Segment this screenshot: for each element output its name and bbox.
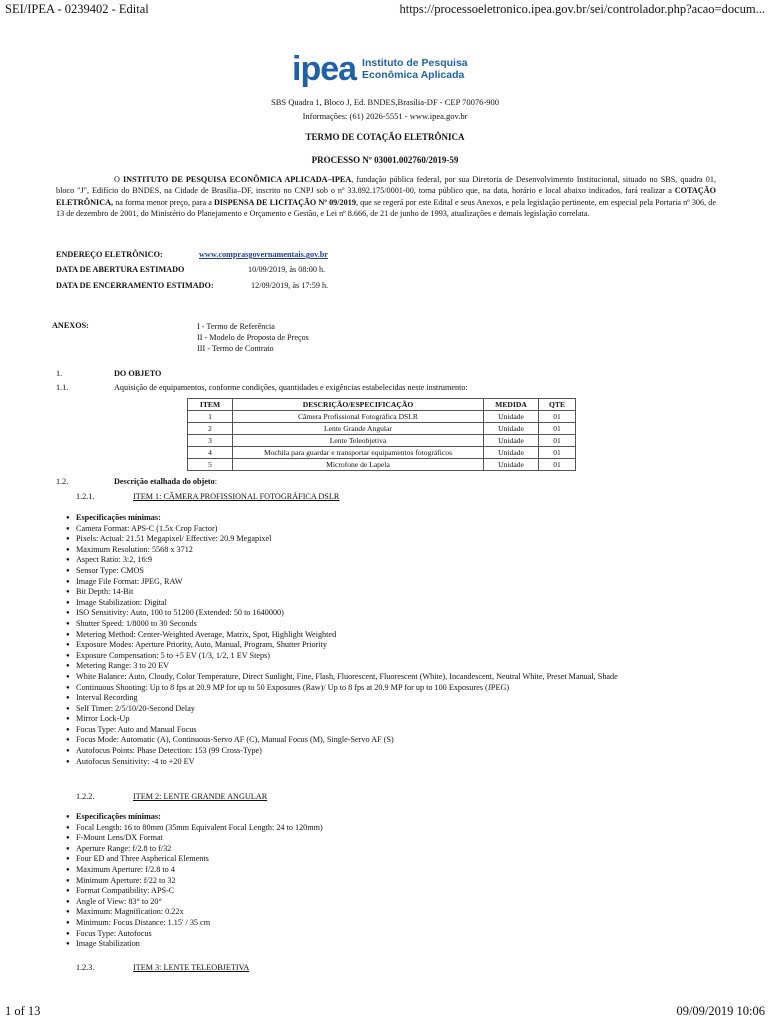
spec-item: ● Mirror Lock-Up xyxy=(66,714,706,725)
table-row: 2 Lente Grande Angular Unidade 01 xyxy=(188,423,576,435)
anexos-list xyxy=(197,321,309,354)
spec-item: ● Maximum Resolution: 5568 x 3712 xyxy=(66,545,706,556)
subsection-title: ITEM 2: LENTE GRANDE ANGULAR xyxy=(133,792,268,801)
spec-item: ● Autofocus Sensitivity: -4 to +20 EV xyxy=(66,757,706,768)
spec-item: ● Angle of View: 83° to 20° xyxy=(66,897,706,908)
page-title: SEI/IPEA - 0239402 - Edital xyxy=(5,2,149,16)
browser-print-footer xyxy=(5,1004,765,1022)
spec-item: ● White Balance: Auto, Cloudy, Color Temperature, Direct Sunlight, Fine, Flash, Fluorescent, Fluorescent (White), Incandescent, Neutral White, Preset Manual, Shade xyxy=(66,672,706,683)
anexos-label: ANEXOS: xyxy=(52,321,89,330)
browser-print-header xyxy=(5,0,765,18)
print-datetime: 09/09/2019 10:06 xyxy=(676,1004,765,1018)
col-header: QTE xyxy=(539,399,576,411)
col-header: MEDIDA xyxy=(484,399,539,411)
spec-item: ● Self Timer: 2/5/10/20-Second Delay xyxy=(66,704,706,715)
spec-item: ● Four ED and Three Aspherical Elements xyxy=(66,854,706,865)
subsection-title: ITEM 3: LENTE TELEOBJETIVA xyxy=(133,963,250,972)
logo-word: ipea xyxy=(292,50,357,88)
spec-item: ● Focus Type: Auto and Manual Focus xyxy=(66,725,706,736)
spec-item: ● Shutter Speed: 1/8000 to 30 Seconds xyxy=(66,619,706,630)
item2-spec-list xyxy=(66,812,706,950)
spec-item: ● Metering Range: 3 to 20 EV xyxy=(66,661,706,672)
encerramento-value: 12/09/2019, às 17:59 h. xyxy=(251,281,329,290)
item1-spec-list xyxy=(66,513,706,767)
spec-item: ● Focus Type: Autofocus xyxy=(66,929,706,940)
spec-item: ● Aperture Range: f/2.8 to f/32 xyxy=(66,844,706,855)
table-header-row xyxy=(188,399,576,411)
encerramento-label: DATA DE ENCERRAMENTO ESTIMADO: xyxy=(56,281,214,290)
spec-item: ● ISO Sensitivity: Auto, 100 to 51200 (Extended: 50 to 1640000) xyxy=(66,608,706,619)
process-number: PROCESSO Nº 03001.002760/2019-59 xyxy=(311,155,459,165)
table-row: 4 Mochila para guardar e transportar equipamentos fotográficos Unidade 01 xyxy=(188,447,576,459)
subsection-title: ITEM 1: CÂMERA PROFISSIONAL FOTOGRÁFICA DSLR xyxy=(133,492,340,501)
spec-item: ● Image Stabilization xyxy=(66,939,706,950)
abertura-label: DATA DE ABERTURA ESTIMADO xyxy=(56,265,185,274)
address-line: SBS Quadra 1, Bloco J, Ed. BNDES,Brasília-DF - CEP 70076-900 xyxy=(270,97,499,107)
section-number: 1.1. xyxy=(56,383,69,392)
items-table xyxy=(187,398,576,471)
col-header: DESCRIÇÃO/ESPECIFICAÇÃO xyxy=(233,399,484,411)
section-title: Descrição etalhada do objeto: xyxy=(114,477,218,486)
spec-item: ● Image Stabilization: Digital xyxy=(66,598,706,609)
spec-item: ● Pixels: Actual: 21.51 Megapixel/ Effective: 20.9 Megapixel xyxy=(66,534,706,545)
ipea-logo xyxy=(292,50,468,88)
anexo-item: III - Termo de Contrato xyxy=(197,344,274,353)
section-text: Aquisição de equipamentos, conforme condições, quantidades e exigências estabelecidas neste instrumento: xyxy=(114,383,468,392)
spec-item: ● Aspect Ratio: 3:2, 16:9 xyxy=(66,555,706,566)
spec-item: ● Especificações mínimas: xyxy=(66,513,706,524)
section-number: 1.2. xyxy=(56,477,69,486)
subsection-number: 1.2.1. xyxy=(76,492,95,501)
spec-item: ● Maximum Aperture: f/2.8 to 4 xyxy=(66,865,706,876)
table-row: 1 Câmera Profissional Fotográfica DSLR Unidade 01 xyxy=(188,411,576,423)
spec-item: ● Sensor Type: CMOS xyxy=(66,566,706,577)
table-row: 5 Microfone de Lapela Unidade 01 xyxy=(188,459,576,471)
anexo-item: I - Termo de Referência xyxy=(197,322,275,331)
spec-item: ● F-Mount Lens/DX Format xyxy=(66,833,706,844)
spec-item: ● Exposure Modes: Aperture Priority, Auto, Manual, Program, Shutter Priority xyxy=(66,640,706,651)
anexo-item: II - Modelo de Proposta de Preços xyxy=(197,333,309,342)
spec-item: ● Autofocus Points: Phase Detection: 153 (99 Cross-Type) xyxy=(66,746,706,757)
endereco-label: ENDEREÇO ELETRÔNICO: xyxy=(56,250,163,259)
endereco-link[interactable]: www.comprasgovernamentais.gov.br xyxy=(199,250,328,259)
section-title: DO OBJETO xyxy=(114,369,162,378)
spec-item: ● Interval Recording xyxy=(66,693,706,704)
spec-item: ● Maximum: Magnification: 0.22x xyxy=(66,907,706,918)
spec-item: ● Focal Length: 16 to 80mm (35mm Equivalent Focal Length: 24 to 120mm) xyxy=(66,823,706,834)
spec-item: ● Especificações mínimas: xyxy=(66,812,706,823)
spec-item: ● Metering Method: Center-Weighted Average, Matrix, Spot, Highlight Weighted xyxy=(66,630,706,641)
spec-item: ● Bit Depth: 14-Bit xyxy=(66,587,706,598)
subsection-number: 1.2.3. xyxy=(76,963,95,972)
table-row: 3 Lente Teleobjetiva Unidade 01 xyxy=(188,435,576,447)
subsection-number: 1.2.2. xyxy=(76,792,95,801)
spec-item: ● Minimum: Focus Distance: 1.15' / 35 cm xyxy=(66,918,706,929)
spec-item: ● Minimum Aperture: f/22 to 32 xyxy=(66,876,706,887)
spec-item: ● Exposure Compensation: 5 to +5 EV (1/3, 1/2, 1 EV Steps) xyxy=(66,651,706,662)
spec-item: ● Camera Format: APS-C (1.5x Crop Factor) xyxy=(66,524,706,535)
page-url: https://processoeletronico.ipea.gov.br/sei/controlador.php?acao=docum... xyxy=(399,2,765,16)
page-count: 1 of 13 xyxy=(5,1004,41,1018)
spec-item: ● Format Compatibility: APS-C xyxy=(66,886,706,897)
spec-item: ● Image File Format: JPEG, RAW xyxy=(66,577,706,588)
col-header: ITEM xyxy=(188,399,233,411)
intro-paragraph: O INSTITUTO DE PESQUISA ECONÔMICA APLICADA–IPEA, fundação pública federal, por sua Diretoria de Desenvolvimento Institucional, situado no SBS, quadra 01, bloco "J", Edifício do BNDES, na Cidade de Brasília–DF, inscrito no CNPJ sob o nº 33.892.175/0001-00, torna público que, na data, horário e local abaixo indicados, fará realizar a COTAÇÃO ELETRÔNICA, na forma menor preço, para a DISPENSA DE LICITAÇÃO Nº 09/2019, que se regerá por este Edital e seus Anexos, e pela legislação pertinente, em especial pela Portaria nº 306, de 13 de dezembro de 2001, do Ministério do Planejamento e Orçamento e Gestão, e Lei nº 8.666, de 21 de junho de 1993, atualizações e demais legislação correlata. xyxy=(56,175,716,219)
contact-line: Informações: (61) 2026-5551 - www.ipea.gov.br xyxy=(302,111,468,121)
doc-title: TERMO DE COTAÇÃO ELETRÔNICA xyxy=(305,132,465,142)
spec-item: ● Focus Mode: Automatic (A), Continuous-Servo AF (C), Manual Focus (M), Single-Servo AF (S) xyxy=(66,735,706,746)
abertura-value: 10/09/2019, às 08:00 h. xyxy=(248,265,326,274)
logo-subtitle: Instituto de Pesquisa Econômica Aplicada xyxy=(362,57,468,81)
spec-item: ● Continuous Shooting: Up to 8 fps at 20.9 MP for up to 50 Exposures (Raw)/ Up to 8 fps at 20.9 MP for up to 100 Exposures (JPEG) xyxy=(66,683,706,694)
section-number: 1. xyxy=(56,369,63,378)
